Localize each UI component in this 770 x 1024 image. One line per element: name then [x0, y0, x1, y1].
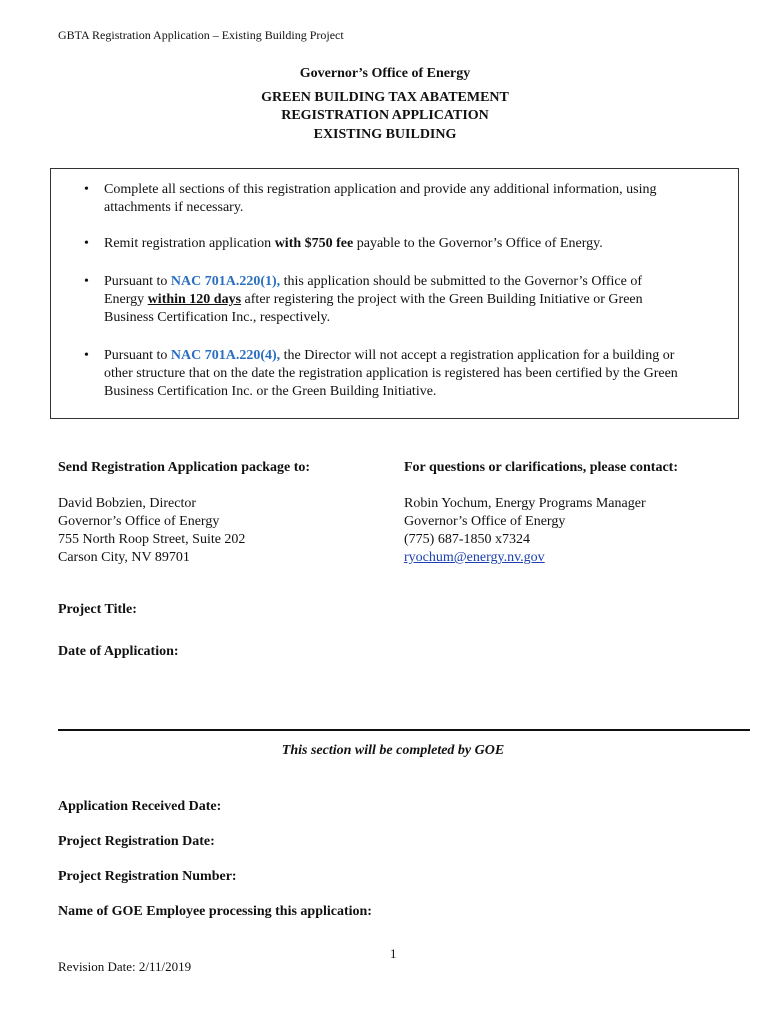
- send-to-street: 755 North Roop Street, Suite 202: [58, 532, 246, 547]
- registration-date-label: Project Registration Date:: [58, 834, 215, 849]
- fee-amount: with $750 fee: [274, 236, 354, 251]
- contact-office: Governor’s Office of Energy: [404, 514, 566, 529]
- page-number: 1: [390, 946, 397, 961]
- registration-number-label: Project Registration Number:: [58, 869, 237, 884]
- contact-block: [404, 459, 678, 567]
- office-title: Governor’s Office of Energy: [299, 66, 471, 81]
- contact-heading: For questions or clarifications, please contact:: [404, 460, 679, 475]
- goe-employee-label: Name of GOE Employee processing this application:: [58, 904, 372, 919]
- project-title-label: Project Title:: [58, 602, 137, 617]
- contact-phone: (775) 687-1850 x7324: [404, 532, 530, 547]
- instruction-4: Pursuant to NAC 701A.220(4), the Director will not accept a registration application for a building or other structure that on the date the registration application is registered has been certified by the Green Business Certification Inc. or the Green Building Initiative.: [104, 348, 678, 399]
- send-to-block: [58, 459, 310, 567]
- title-line-3: EXISTING BUILDING: [313, 127, 457, 142]
- running-header: GBTA Registration Application – Existing Building Project: [58, 28, 344, 42]
- deadline-text: within 120 days: [147, 292, 242, 307]
- section-divider: [58, 729, 750, 731]
- date-of-application-label: Date of Application:: [58, 644, 179, 659]
- send-to-name: David Bobzien, Director: [58, 496, 197, 511]
- bullet-icon: •: [84, 182, 89, 197]
- send-to-heading: Send Registration Application package to:: [58, 460, 311, 475]
- send-to-office: Governor’s Office of Energy: [58, 514, 220, 529]
- bullet-icon: •: [84, 236, 89, 251]
- bullet-icon: •: [84, 348, 89, 363]
- instruction-3: Pursuant to NAC 701A.220(1), this application should be submitted to the Governor’s Office of Energy within 120 days after registering the project with the Green Building Initiative or Green Business Certification Inc., respectively.: [104, 274, 643, 325]
- contact-email-link[interactable]: ryochum@energy.nv.gov: [404, 550, 545, 565]
- contact-name: Robin Yochum, Energy Programs Manager: [404, 496, 646, 511]
- nac-link-4[interactable]: NAC 701A.220(4),: [170, 348, 281, 363]
- instruction-2: Remit registration application with $750 fee payable to the Governor’s Office of Energy.: [104, 236, 603, 251]
- instruction-1: Complete all sections of this registration application and provide any additional information, using attachments if necessary.: [104, 182, 657, 215]
- send-to-city: Carson City, NV 89701: [58, 550, 190, 565]
- goe-section-note: This section will be completed by GOE: [281, 743, 505, 758]
- title-line-2: REGISTRATION APPLICATION: [281, 108, 489, 123]
- received-date-label: Application Received Date:: [58, 799, 222, 814]
- revision-date: Revision Date: 2/11/2019: [58, 959, 192, 974]
- title-line-1: GREEN BUILDING TAX ABATEMENT: [261, 90, 509, 105]
- bullet-icon: •: [84, 274, 89, 289]
- nac-link-1[interactable]: NAC 701A.220(1),: [170, 274, 281, 289]
